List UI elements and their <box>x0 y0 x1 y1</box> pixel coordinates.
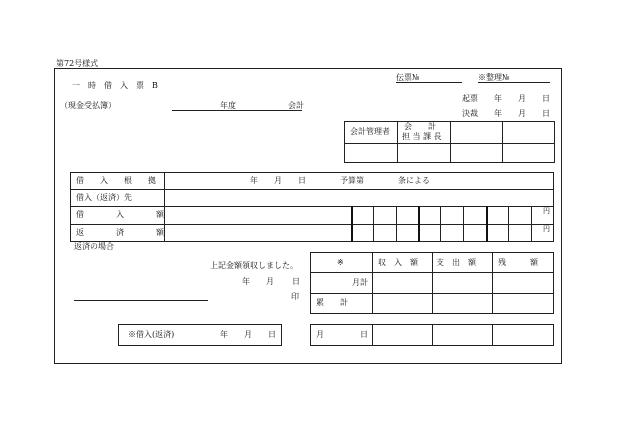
ledger-mark: ※ <box>337 258 344 267</box>
accounting-chief-top: 会 計 <box>404 122 436 131</box>
main-row-1 <box>70 189 554 190</box>
digit-sep-1 <box>351 206 353 242</box>
kihyo-label: 起票 <box>462 94 478 103</box>
approval-col-3 <box>502 121 503 163</box>
kihyo-day: 日 <box>542 94 550 103</box>
yen-borrow: 円 <box>543 207 550 215</box>
basis-day: 日 <box>298 176 306 185</box>
voucher-no-label: 伝票№ <box>396 73 420 82</box>
ledger-date-day: 日 <box>360 330 368 339</box>
ledger-expense-header: 支 出 額 <box>436 258 476 267</box>
borrow-repay-year: 年 <box>220 330 228 339</box>
borrow-repay-label: ※借入(返済) <box>128 330 175 339</box>
ledger-col-3 <box>492 252 493 314</box>
row-label-lender: 借入（返済）先 <box>76 193 132 202</box>
ledger-date-col-3 <box>492 324 493 346</box>
basis-year: 年 <box>250 176 258 185</box>
main-row-2 <box>70 206 554 207</box>
account-label: 会計 <box>288 101 304 110</box>
approval-col-1 <box>397 121 398 163</box>
ledger-date-col-2 <box>432 324 433 346</box>
voucher-no-line <box>396 82 462 83</box>
kihyo-month: 月 <box>518 94 526 103</box>
digit-sep-3 <box>486 206 488 242</box>
ledger-date-col-1 <box>372 324 373 346</box>
digit-col-3 <box>396 206 397 242</box>
repayment-case-label: 返済の場合 <box>74 242 114 251</box>
digit-col-2 <box>373 206 374 242</box>
borrow-repay-day: 日 <box>268 330 276 339</box>
digit-col-5 <box>440 206 441 242</box>
basis-article: 条による <box>398 176 430 185</box>
ledger-col-2 <box>432 252 433 314</box>
receipt-day: 日 <box>292 277 300 286</box>
reference-no-line <box>478 82 550 83</box>
main-row-3 <box>70 224 554 225</box>
kessai-year: 年 <box>494 109 502 118</box>
accounting-manager-label: 会計管理者 <box>350 127 390 136</box>
basis-month: 月 <box>274 176 282 185</box>
accounting-chief-bottom: 担 当 課 長 <box>402 132 442 141</box>
kessai-label: 決裁 <box>462 109 478 118</box>
receipt-month: 月 <box>266 277 274 286</box>
borrow-repay-month: 月 <box>244 330 252 339</box>
row-label-repay-amount: 返 済 額 <box>76 228 164 237</box>
ledger-date-month: 月 <box>316 330 324 339</box>
ledger-month-total: 月計 <box>352 278 368 287</box>
reference-no-label: ※整理№ <box>478 73 510 82</box>
receipt-text: 上記金額領収しました。 <box>210 261 298 270</box>
seal-mark: 印 <box>291 292 299 301</box>
approval-col-2 <box>450 121 451 163</box>
kessai-day: 日 <box>542 109 550 118</box>
yen-repay: 円 <box>543 225 550 233</box>
ledger-col-1 <box>372 252 373 314</box>
row-label-basis: 借 入 根 拠 <box>76 176 156 185</box>
kihyo-year: 年 <box>494 94 502 103</box>
ledger-cumulative: 累 計 <box>316 298 348 307</box>
form-title: 一 時 借 入 票 B <box>72 81 158 90</box>
signature-line <box>74 300 208 301</box>
ledger-balance-header: 残 額 <box>498 258 538 267</box>
form-number: 第72号様式 <box>56 59 99 68</box>
basis-budget: 予算第 <box>340 176 364 185</box>
digit-col-6 <box>463 206 464 242</box>
fiscal-year-label: 年度 <box>220 101 236 110</box>
digit-col-8 <box>508 206 509 242</box>
kessai-month: 月 <box>518 109 526 118</box>
form-subtitle: （現金受払簿） <box>60 101 116 110</box>
main-label-col <box>164 172 165 242</box>
receipt-year: 年 <box>242 277 250 286</box>
ledger-income-header: 収 入 額 <box>378 258 418 267</box>
digit-sep-2 <box>418 206 420 242</box>
row-label-borrow-amount: 借 入 額 <box>76 210 164 219</box>
digit-col-9 <box>531 206 532 242</box>
fiscal-year-line <box>172 110 302 111</box>
